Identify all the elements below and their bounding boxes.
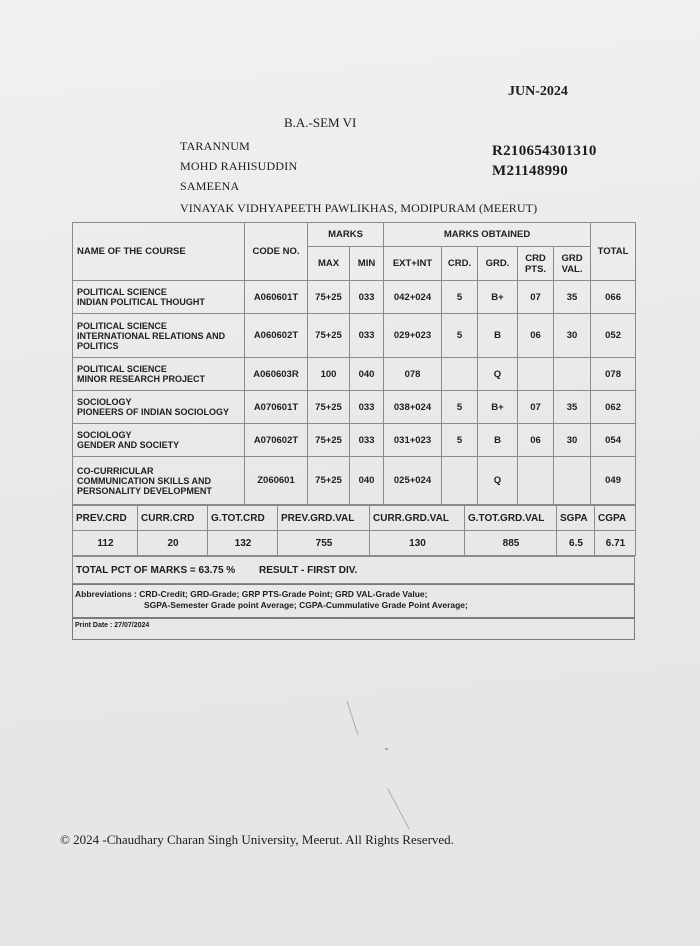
college-name: VINAYAK VIDHYAPEETH PAWLIKHAS, MODIPURAM (MEERUT) — [180, 201, 538, 215]
credit-points: 07 — [518, 391, 554, 424]
result-box — [72, 556, 635, 584]
grade: B+ — [478, 281, 518, 314]
exam-session: JUN-2024 — [508, 84, 568, 99]
ext-int-marks: 038+024 — [384, 391, 442, 424]
max-marks: 75+25 — [308, 424, 350, 457]
table-row — [73, 424, 636, 457]
crd-header: CRD. — [442, 247, 478, 281]
ext-int-marks: 078 — [384, 358, 442, 391]
total-marks: 066 — [591, 281, 636, 314]
grade: B — [478, 314, 518, 358]
print-date: Print Date : 27/07/2024 — [75, 622, 150, 629]
gtot-grd-val-value: 885 — [465, 531, 557, 556]
summary-values-row — [73, 531, 636, 556]
cgpa-value: 6.71 — [595, 531, 636, 556]
prev-grd-val-header: PREV.GRD.VAL — [278, 506, 370, 531]
abbreviations-line-1: Abbreviations : CRD-Credit; GRD-Grade; GRP PTS-Grade Point; GRD VAL-Grade Value; — [75, 589, 428, 599]
credit-points: 07 — [518, 281, 554, 314]
max-marks: 75+25 — [308, 457, 350, 505]
mother-name: SAMEENA — [180, 179, 240, 193]
marks-header: MARKS — [308, 223, 384, 247]
paper-scratch — [346, 701, 358, 736]
cgpa-header: CGPA — [595, 506, 636, 531]
credit — [442, 457, 478, 505]
gtot-crd-value: 132 — [208, 531, 278, 556]
credit: 5 — [442, 281, 478, 314]
student-name: TARANNUM — [180, 139, 250, 153]
table-row — [73, 358, 636, 391]
min-marks: 033 — [350, 391, 384, 424]
gtot-crd-header: G.TOT.CRD — [208, 506, 278, 531]
result-division: RESULT - FIRST DIV. — [259, 565, 358, 576]
ext-int-header: EXT+INT — [384, 247, 442, 281]
grade: Q — [478, 358, 518, 391]
min-marks: 033 — [350, 424, 384, 457]
total-percentage: TOTAL PCT OF MARKS = 63.75 % — [76, 565, 236, 576]
course-name: POLITICAL SCIENCE INDIAN POLITICAL THOUGHT — [73, 281, 245, 314]
prev-crd-header: PREV.CRD — [73, 506, 138, 531]
credit: 5 — [442, 424, 478, 457]
table-row — [73, 457, 636, 505]
program-title: B.A.-SEM VI — [284, 115, 357, 130]
course-code: Z060601 — [245, 457, 308, 505]
gtot-grd-val-header: G.TOT.GRD.VAL — [465, 506, 557, 531]
grade: B — [478, 424, 518, 457]
total-marks: 054 — [591, 424, 636, 457]
ext-int-marks: 025+024 — [384, 457, 442, 505]
max-marks: 75+25 — [308, 391, 350, 424]
max-header: MAX — [308, 247, 350, 281]
min-marks: 040 — [350, 457, 384, 505]
summary-header-row — [73, 506, 636, 531]
code-header: CODE NO. — [245, 223, 308, 281]
paper-speck — [385, 748, 388, 750]
credit-points: 06 — [518, 424, 554, 457]
table-row — [73, 281, 636, 314]
min-header: MIN — [350, 247, 384, 281]
credit: 5 — [442, 314, 478, 358]
ext-int-marks: 029+023 — [384, 314, 442, 358]
course-code: A060602T — [245, 314, 308, 358]
course-name: POLITICAL SCIENCE INTERNATIONAL RELATIONS AND POLITICS — [73, 314, 245, 358]
sgpa-value: 6.5 — [557, 531, 595, 556]
paper-scratch — [387, 788, 409, 829]
crd-pts-header: CRD PTS. — [518, 247, 554, 281]
total-marks: 078 — [591, 358, 636, 391]
grade-value — [554, 457, 591, 505]
grade-value: 30 — [554, 314, 591, 358]
total-marks: 052 — [591, 314, 636, 358]
course-code: A060603R — [245, 358, 308, 391]
course-name-header: NAME OF THE COURSE — [73, 223, 245, 281]
min-marks: 033 — [350, 281, 384, 314]
abbreviations-box — [72, 584, 635, 619]
total-header: TOTAL — [591, 223, 636, 281]
grade: Q — [478, 457, 518, 505]
enrollment-number: M21148990 — [492, 163, 569, 179]
prev-grd-val-value: 755 — [278, 531, 370, 556]
grade-value: 35 — [554, 281, 591, 314]
course-code: A060601T — [245, 281, 308, 314]
total-marks: 049 — [591, 457, 636, 505]
marks-table-box — [72, 222, 635, 504]
table-row — [73, 391, 636, 424]
grade-value — [554, 358, 591, 391]
marks-obtained-header: MARKS OBTAINED — [384, 223, 591, 247]
copyright-notice: © 2024 -Chaudhary Charan Singh University, Meerut. All Rights Reserved. — [60, 832, 454, 847]
course-name: POLITICAL SCIENCE MINOR RESEARCH PROJECT — [73, 358, 245, 391]
grade: B+ — [478, 391, 518, 424]
table-row — [73, 314, 636, 358]
grade-value: 35 — [554, 391, 591, 424]
roll-number: R210654301310 — [492, 143, 597, 159]
course-name: CO-CURRICULAR COMMUNICATION SKILLS AND PERSONALITY DEVELOPMENT — [73, 457, 245, 505]
print-date-box — [72, 617, 635, 640]
curr-grd-val-value: 130 — [370, 531, 465, 556]
grd-header: GRD. — [478, 247, 518, 281]
grade-value: 30 — [554, 424, 591, 457]
total-marks: 062 — [591, 391, 636, 424]
credit-points — [518, 358, 554, 391]
credit-points — [518, 457, 554, 505]
curr-grd-val-header: CURR.GRD.VAL — [370, 506, 465, 531]
grd-val-header: GRD VAL. — [554, 247, 591, 281]
max-marks: 75+25 — [308, 281, 350, 314]
max-marks: 100 — [308, 358, 350, 391]
prev-crd-value: 112 — [73, 531, 138, 556]
father-name: MOHD RAHISUDDIN — [180, 159, 298, 173]
course-name: SOCIOLOGY PIONEERS OF INDIAN SOCIOLOGY — [73, 391, 245, 424]
course-code: A070602T — [245, 424, 308, 457]
min-marks: 040 — [350, 358, 384, 391]
abbreviations-line-2: SGPA-Semester Grade point Average; CGPA-Cummulative Grade Point Average; — [144, 600, 468, 610]
sgpa-header: SGPA — [557, 506, 595, 531]
ext-int-marks: 031+023 — [384, 424, 442, 457]
marks-table — [72, 222, 636, 505]
min-marks: 033 — [350, 314, 384, 358]
summary-table-box — [72, 505, 635, 556]
curr-crd-header: CURR.CRD — [138, 506, 208, 531]
summary-table — [72, 505, 636, 556]
credit — [442, 358, 478, 391]
course-code: A070601T — [245, 391, 308, 424]
course-name: SOCIOLOGY GENDER AND SOCIETY — [73, 424, 245, 457]
credit-points: 06 — [518, 314, 554, 358]
ext-int-marks: 042+024 — [384, 281, 442, 314]
curr-crd-value: 20 — [138, 531, 208, 556]
max-marks: 75+25 — [308, 314, 350, 358]
credit: 5 — [442, 391, 478, 424]
